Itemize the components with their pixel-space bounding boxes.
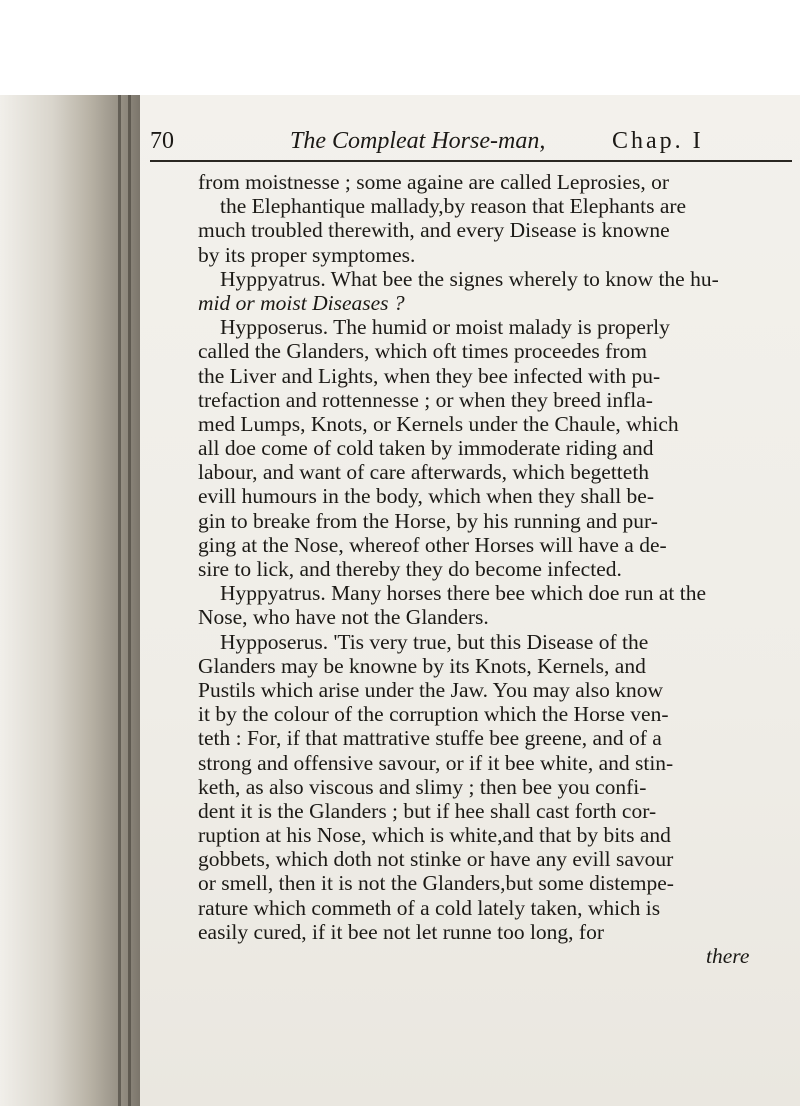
text-line: the Elephantique mallady,by reason that Elephants are — [220, 194, 687, 219]
text-line: dent it is the Glanders ; but if hee shall cast forth cor- — [198, 798, 657, 823]
speaker-question: Hyppyatrus. Many horses there bee which doe run at the — [220, 581, 706, 606]
text-line: ging at the Nose, whereof other Horses will have a de- — [198, 532, 667, 557]
page-header — [150, 128, 790, 154]
text-line: evill humours in the body, which when they shall be- — [198, 484, 654, 509]
text-line: the Liver and Lights, when they bee infected with pu- — [198, 363, 661, 388]
speaker-answer: Hypposerus. The humid or moist malady is properly — [220, 315, 670, 340]
scan-margin — [0, 0, 800, 100]
text-line: rature which commeth of a cold lately taken, which is — [198, 895, 661, 920]
body-text — [198, 170, 798, 968]
page-number: 70 — [150, 128, 174, 154]
running-title: The Compleat Horse-man, — [290, 128, 546, 154]
text-line: keth, as also viscous and slimy ; then bee you confi- — [198, 774, 647, 799]
text-line: sire to lick, and thereby they do become infected. — [198, 557, 622, 581]
text-line: mid or moist Diseases ? — [198, 290, 405, 315]
catchword: there — [706, 944, 750, 968]
text-line: easily cured, if it bee not let runne too long, for — [198, 919, 604, 944]
text-line: gobbets, which doth not stinke or have any evill savour — [198, 847, 674, 872]
text-line: strong and offensive savour, or if it bee white, and stin- — [198, 750, 674, 775]
text-line: Nose, who have not the Glanders. — [198, 605, 489, 630]
text-line: trefaction and rottennesse ; or when they breed infla- — [198, 387, 653, 412]
text-line: or smell, then it is not the Glanders,but some distempe- — [198, 871, 674, 896]
binding-thread — [118, 95, 121, 1106]
text-line: labour, and want of care afterwards, which begetteth — [198, 460, 650, 485]
text-line: Pustils which arise under the Jaw. You may also know — [198, 677, 664, 702]
text-line: much troubled therewith, and every Disease is knowne — [198, 218, 670, 243]
text-line: gin to breake from the Horse, by his running and pur- — [198, 508, 658, 533]
header-rule — [150, 160, 792, 162]
text-line: by its proper symptomes. — [198, 242, 416, 267]
text-line: called the Glanders, which oft times proceedes from — [198, 339, 647, 364]
text-line: med Lumps, Knots, or Kernels under the Chaule, which — [198, 411, 679, 436]
text-line: all doe come of cold taken by immoderate riding and — [198, 436, 654, 461]
binding-thread — [128, 95, 131, 1106]
text-line: it by the colour of the corruption which the Horse ven- — [198, 702, 669, 727]
text-line: from moistnesse ; some againe are called Leprosies, or — [198, 170, 670, 194]
chapter-label: Chap. I — [612, 128, 704, 154]
speaker-question: Hyppyatrus. What bee the signes wherely to know the hu- — [220, 266, 719, 291]
speaker-answer: Hypposerus. 'Tis very true, but this Disease of the — [220, 629, 649, 654]
text-line: Glanders may be knowne by its Knots, Kernels, and — [198, 653, 646, 678]
text-line: ruption at his Nose, which is white,and that by bits and — [198, 823, 671, 848]
text-line: teth : For, if that mattrative stuffe bee greene, and of a — [198, 726, 662, 751]
